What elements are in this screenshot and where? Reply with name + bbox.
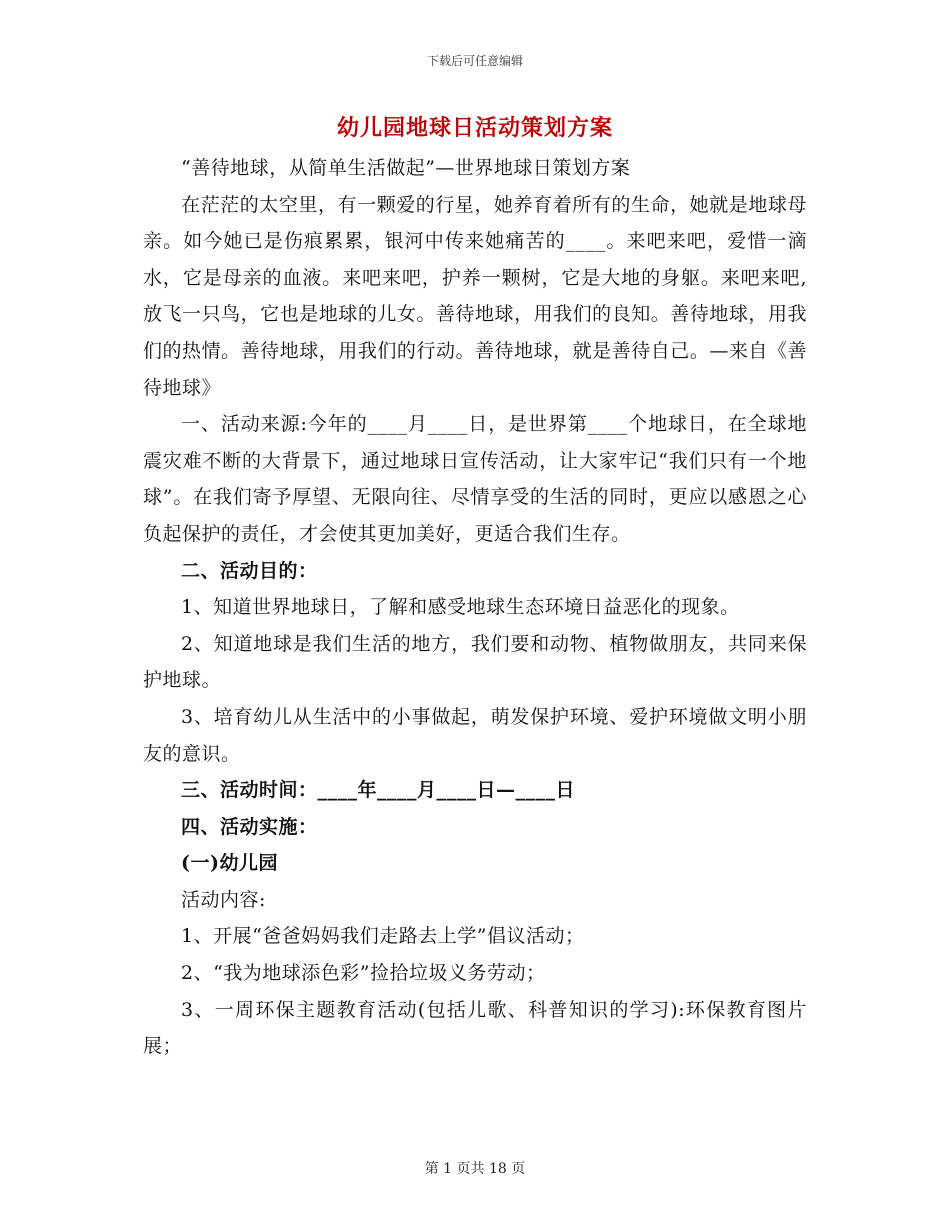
subtitle-paragraph: “善待地球，从简单生活做起”—世界地球日策划方案 [181, 157, 631, 179]
activity-item-3: 3、一周环保主题教育活动(包括儿歌、科普知识的学习):环保教育图片展； [143, 998, 807, 1058]
activity-item-1: 1、开展“爸爸妈妈我们走路去上学”倡议活动； [181, 925, 585, 948]
document-body [143, 108, 807, 1065]
section-heading-time: 三、活动时间：____年____月____日—____日 [181, 779, 576, 802]
purpose-item-1: 1、知道世界地球日，了解和感受地球生态环境日益恶化的现象。 [181, 596, 740, 619]
activity-content-label: 活动内容: [181, 888, 266, 911]
page-header-note: 下载后可任意编辑 [426, 54, 523, 68]
section-heading-purpose: 二、活动目的： [181, 559, 318, 582]
purpose-item-2: 2、知道地球是我们生活的地方，我们要和动物、植物做朋友，共同来保护地球。 [143, 632, 807, 692]
poem-paragraph: 在茫茫的太空里，有一颗爱的行星，她养育着所有的生命，她就是地球母亲。如今她已是伤痕累累，银河中传来她痛苦的____。来吧来吧，爱惜一滴水，它是母亲的血液。来吧来吧，护养一颗树，它是大地的身躯。来吧来吧,放飞一只鸟，它也是地球的儿女。善待地球，用我们的良知。善待地球，用我们的热情。善待地球，用我们的行动。善待地球，就是善待自己。—来自《善待地球》 [143, 193, 807, 399]
document-title: 幼儿园地球日活动策划方案 [336, 115, 613, 141]
subsection-heading-kindergarten: (一)幼儿园 [181, 852, 278, 875]
purpose-item-3: 3、培育幼儿从生活中的小事做起，萌发保护环境、爱护环境做文明小朋友的意识。 [143, 705, 807, 765]
activity-item-2: 2、“我为地球添色彩”捡拾垃圾义务劳动； [181, 962, 546, 985]
section-heading-implementation: 四、活动实施： [181, 815, 318, 838]
page-number: 第 1 页共 18 页 [424, 1161, 526, 1177]
activity-source-paragraph: 一、活动来源:今年的____月____日，是世界第____个地球日，在全球地震灾难不断的大背景下，通过地球日宣传活动，让大家牢记“我们只有一个地球”。在我们寄予厚望、无限向往、尽情享受的生活的同时，更应以感恩之心负起保护的责任，才会使其更加美好，更适合我们生存。 [143, 413, 807, 545]
